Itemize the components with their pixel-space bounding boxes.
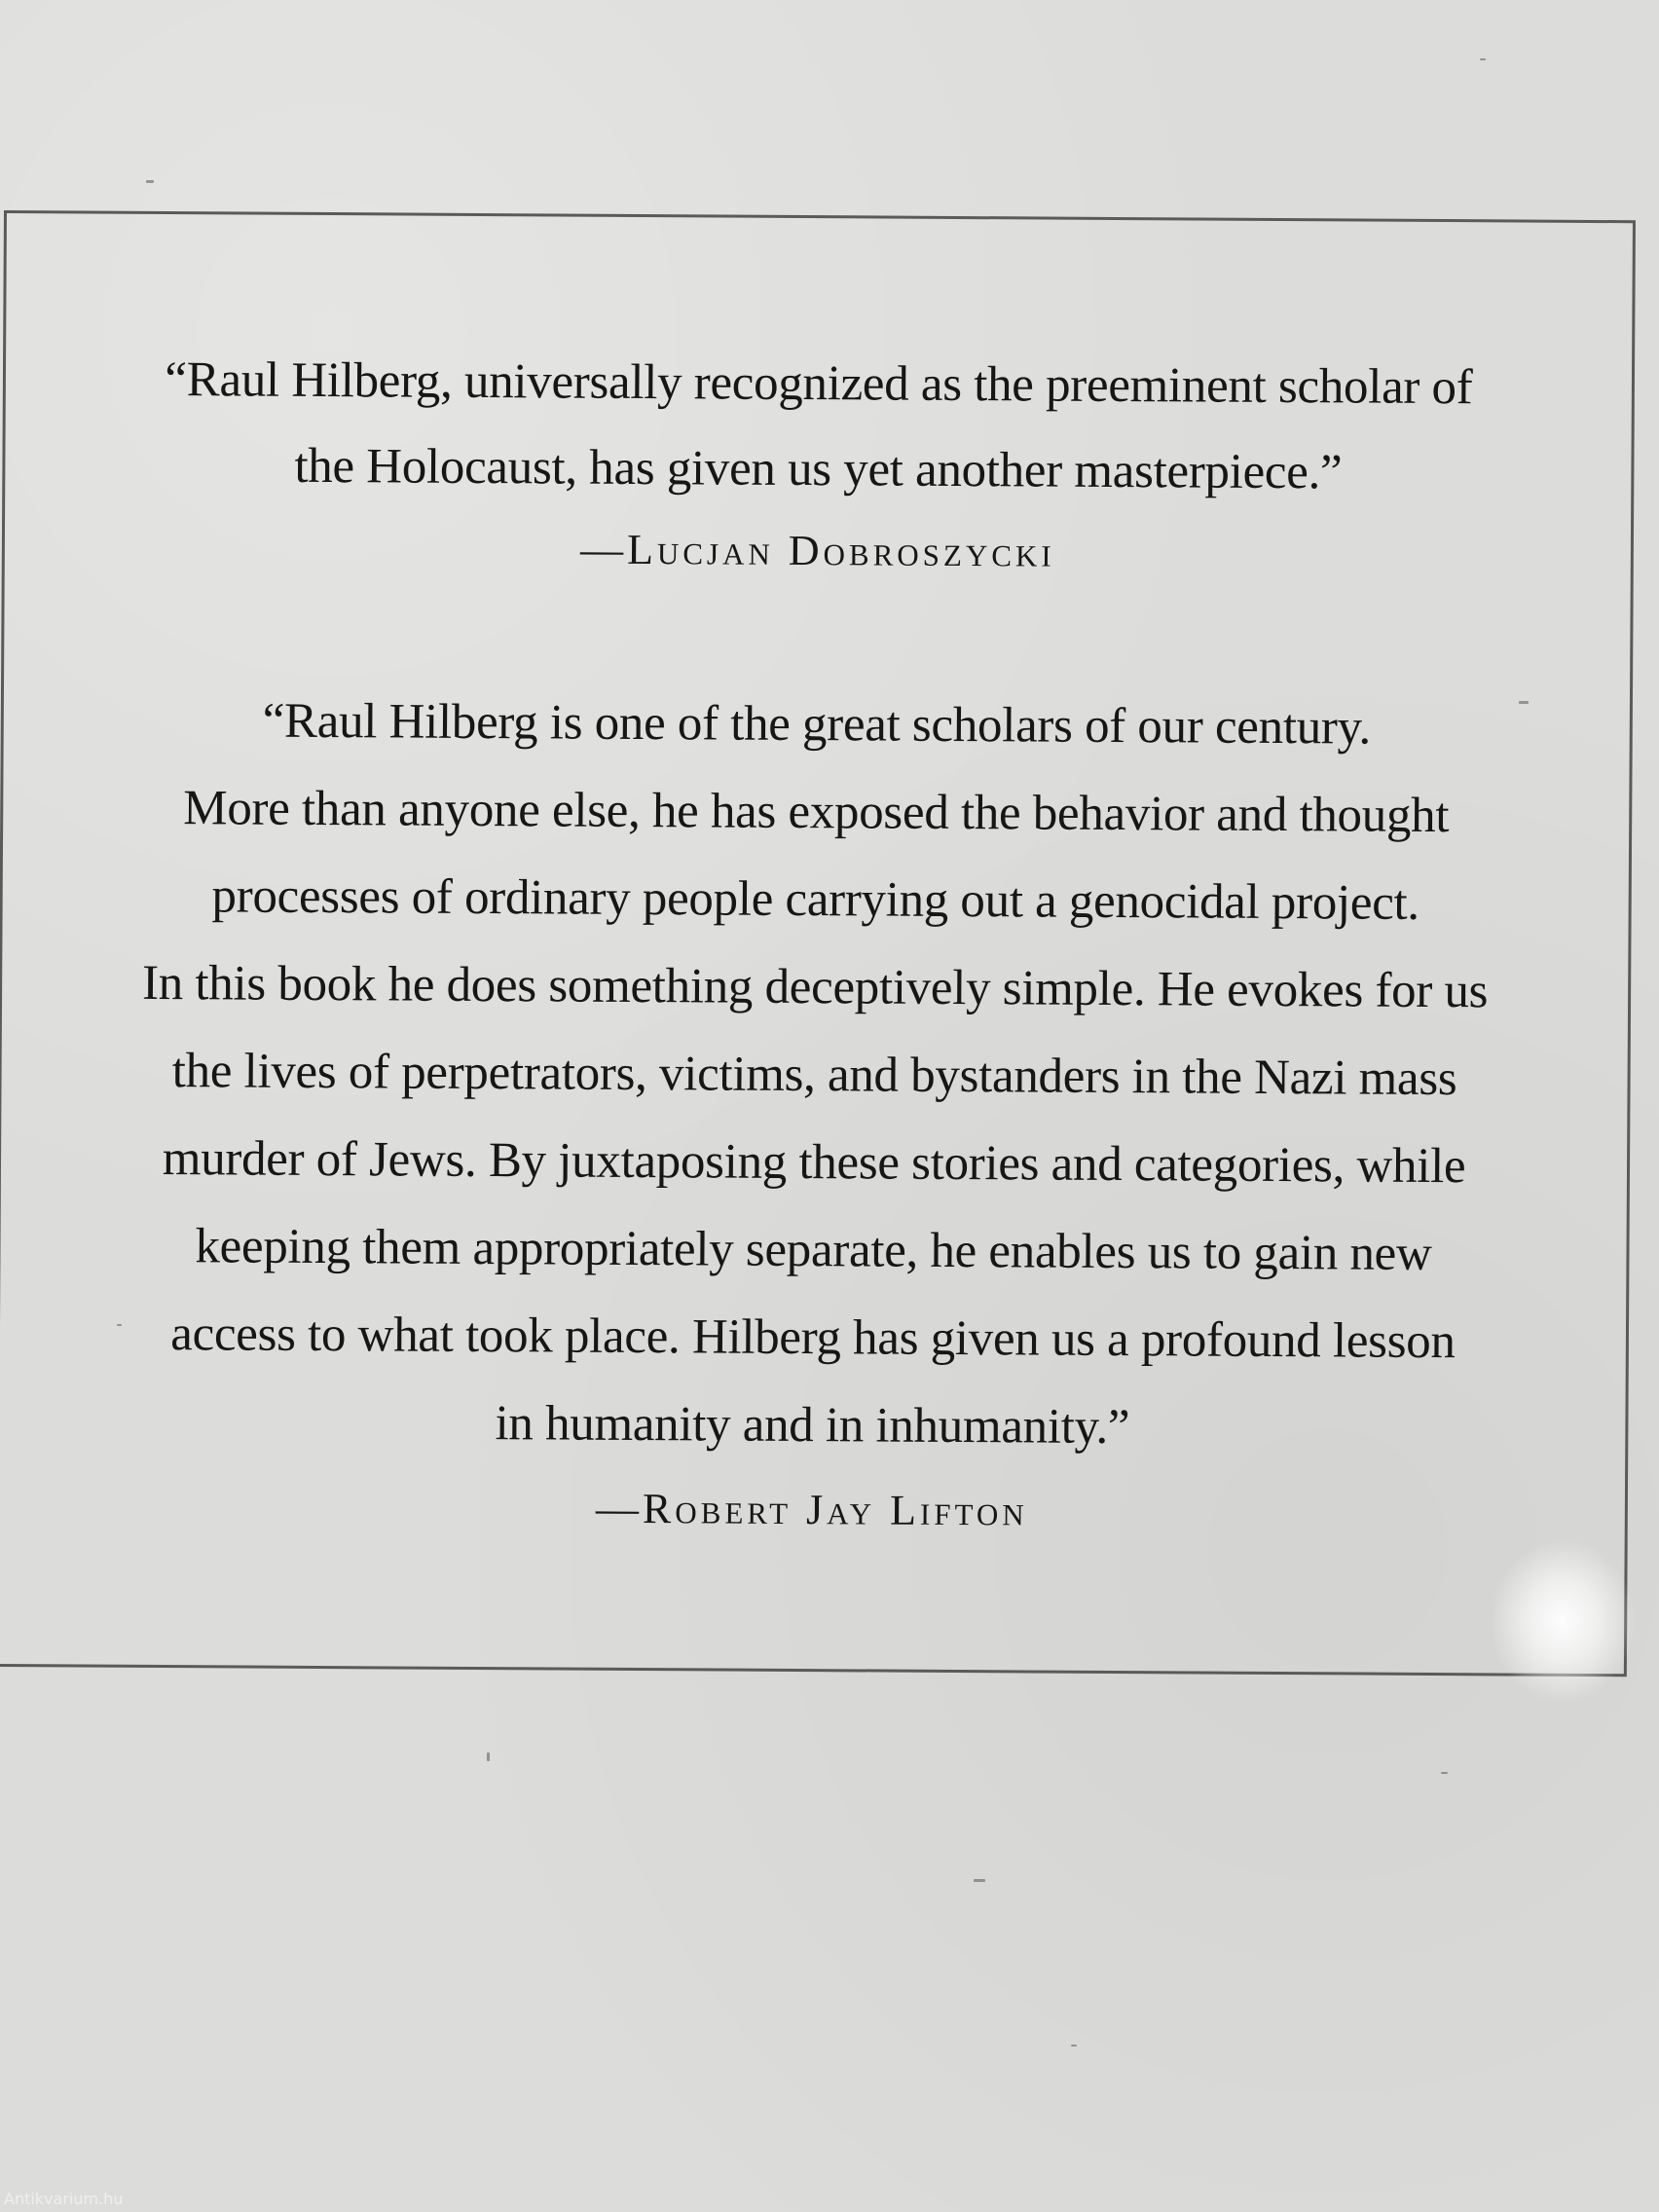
quote-2-line-7: keeping them appropriately separate, he enables us to gain new	[195, 1219, 1432, 1281]
light-glare	[1490, 1538, 1636, 1704]
paper-speck	[146, 180, 154, 183]
quote-2-line-8: access to what took place. Hilberg has given us a profound lesson	[170, 1307, 1456, 1370]
quote-2-line-4: In this book he does something deceptively simple. He evokes for us	[141, 955, 1489, 1019]
paper-speck	[117, 1324, 122, 1326]
paper-speck	[974, 1879, 985, 1882]
quote-2-attribution: —Robert Jay Lifton	[595, 1484, 1028, 1535]
quote-1-line-2: the Holocaust, has given us yet another masterpiece.”	[294, 438, 1343, 500]
paper-speck	[1519, 701, 1529, 704]
paper-speck	[1441, 1772, 1448, 1774]
quote-2-line-5: the lives of perpetrators, victims, and bystanders in the Nazi mass	[171, 1044, 1457, 1107]
quotes-container	[0, 213, 1633, 1674]
quote-frame	[0, 210, 1636, 1677]
paper-speck	[487, 1752, 490, 1761]
quote-2-line-3: processes of ordinary people carrying out a genocidal project.	[211, 868, 1420, 931]
paper-speck	[1071, 2045, 1077, 2046]
quote-1-line-1: “Raul Hilberg, universally recognized as the preeminent scholar of	[165, 352, 1473, 416]
paper-speck	[1480, 58, 1486, 60]
watermark-text: Antikvarium.hu	[4, 2190, 124, 2208]
quote-2-line-6: murder of Jews. By juxtaposing these stories and categories, while	[162, 1131, 1466, 1195]
quote-2-line-9: in humanity and in inhumanity.”	[495, 1396, 1130, 1456]
quote-2-line-2: More than anyone else, he has exposed the behavior and thought	[183, 781, 1450, 844]
quote-1-attribution: —Lucjan Dobroszycki	[579, 525, 1055, 576]
quote-2-line-1: “Raul Hilberg is one of the great scholars of our century.	[262, 693, 1372, 756]
